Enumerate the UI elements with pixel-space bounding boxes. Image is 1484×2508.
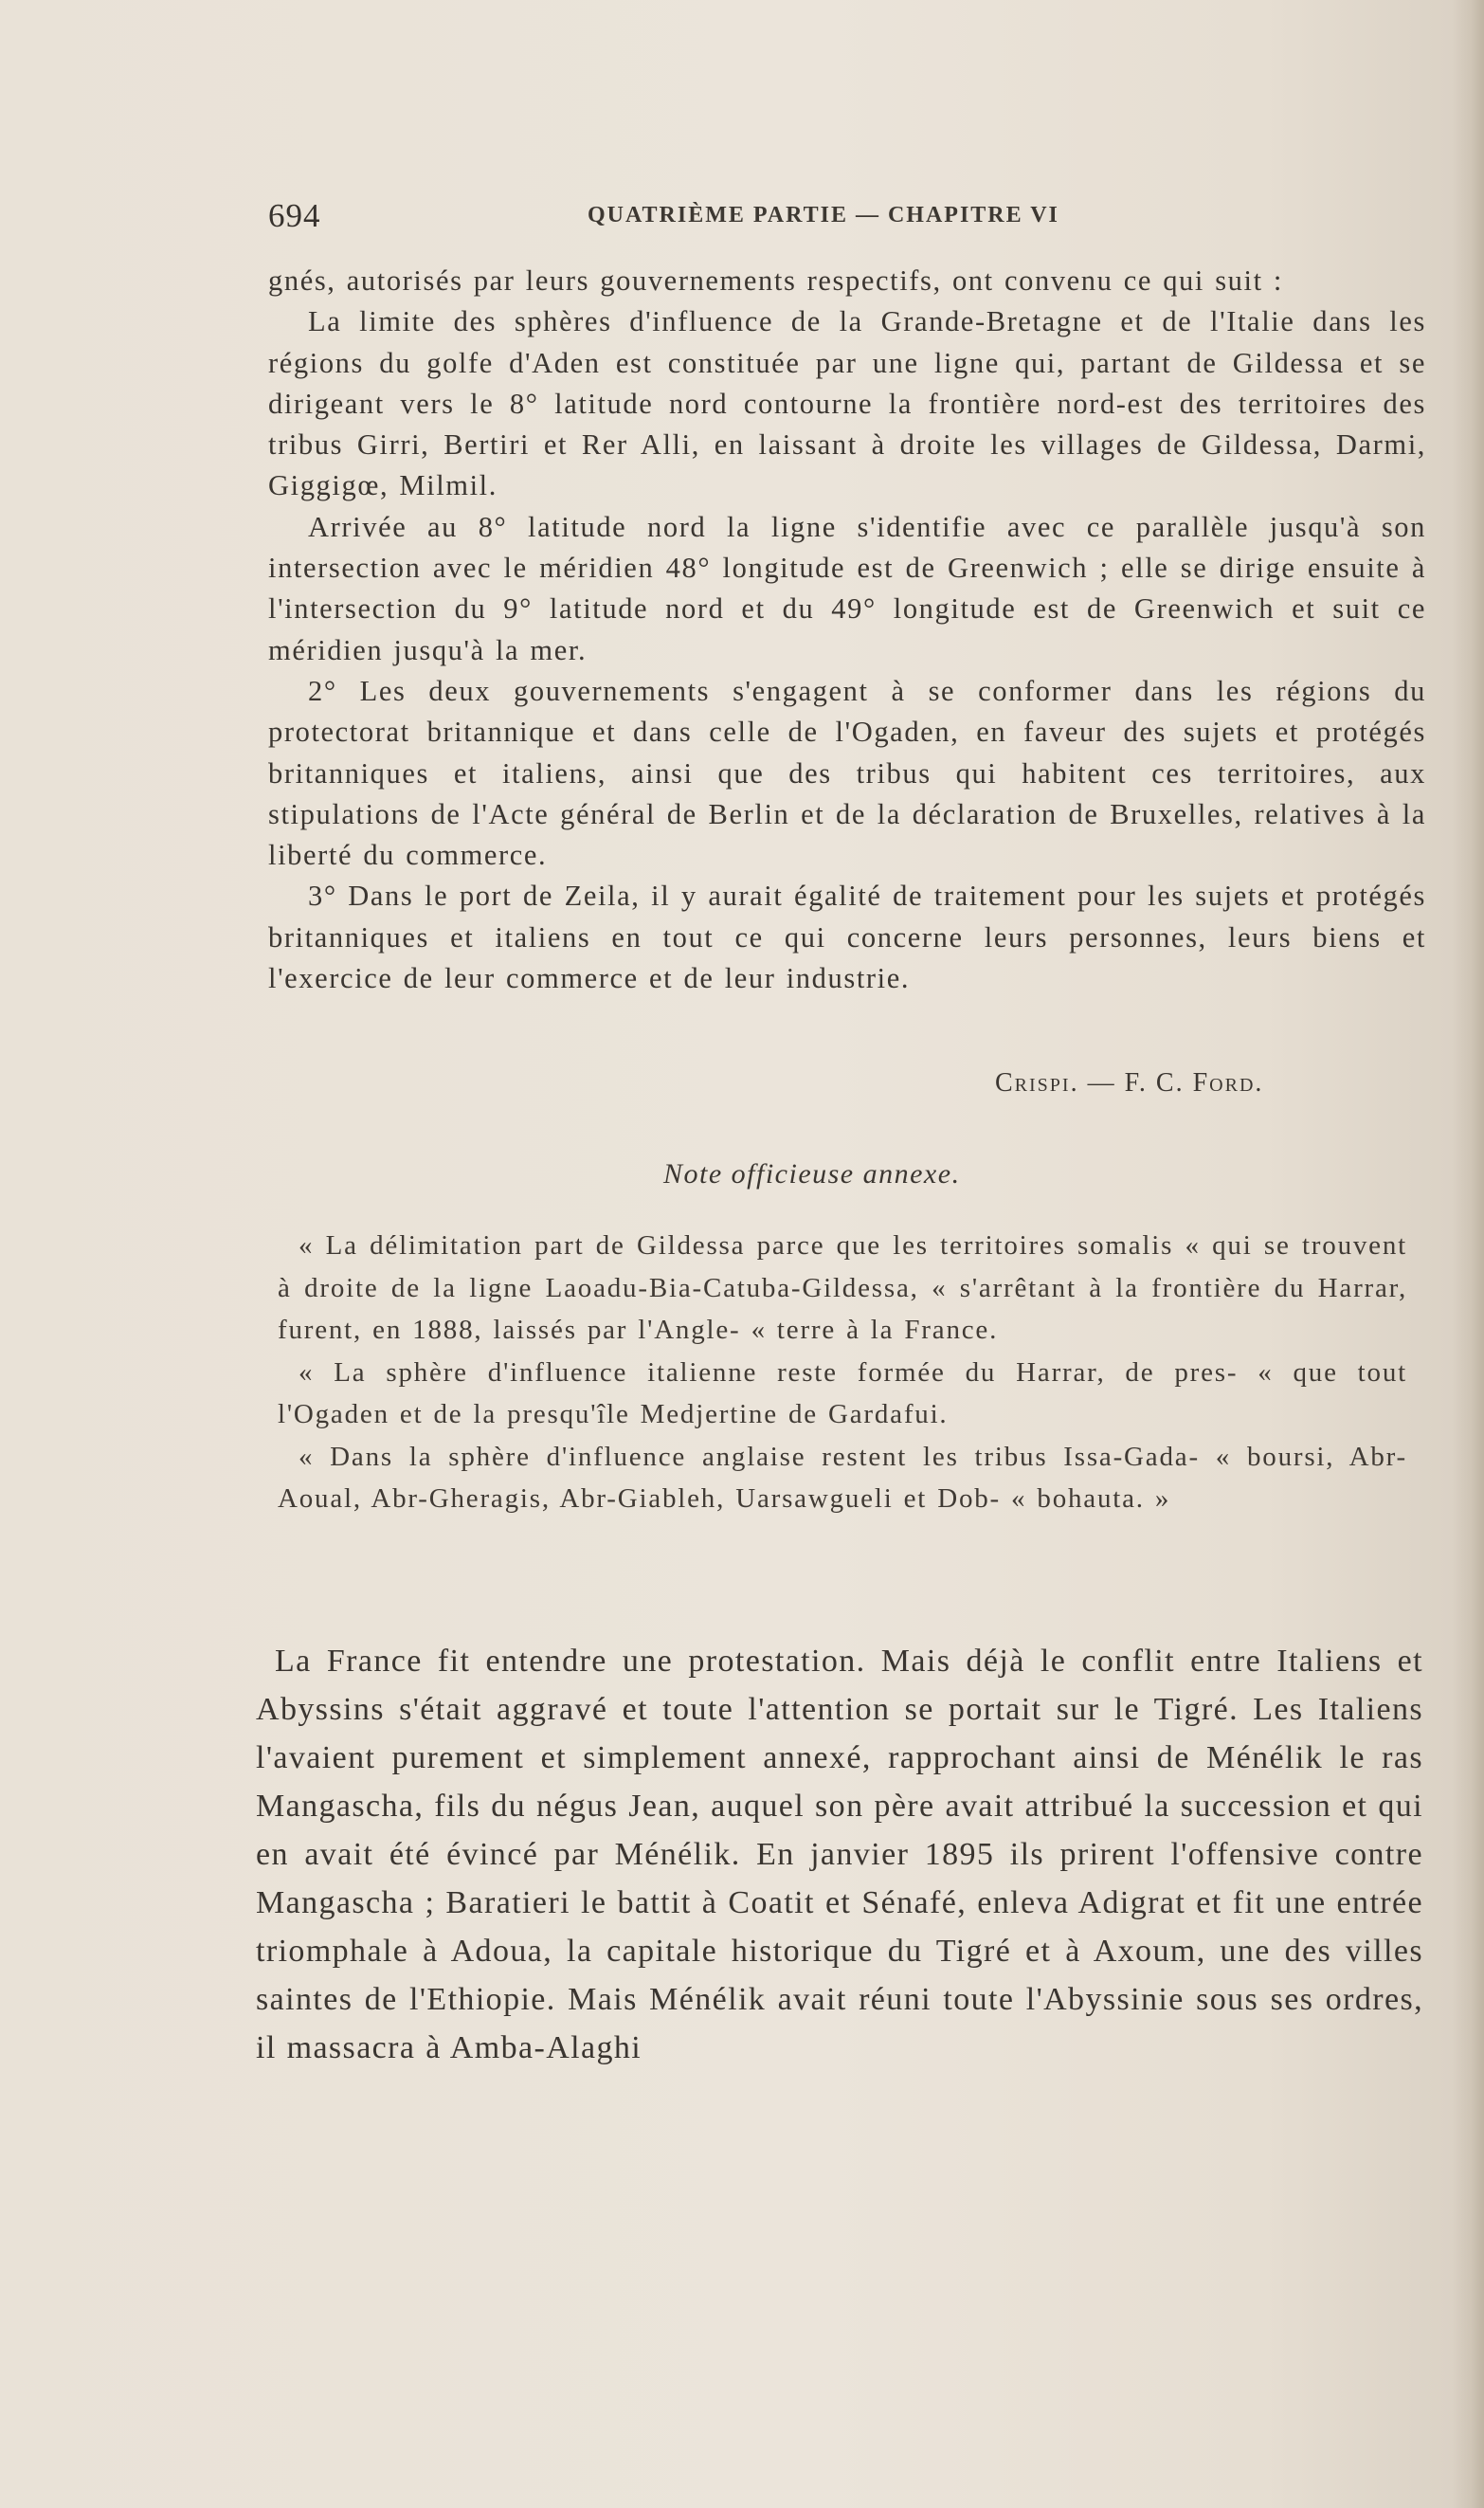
treaty-paragraph: Arrivée au 8° latitude nord la ligne s'identifie avec ce parallèle jusqu'à son intersection avec le méridien 48° longitude est de Greenwich ; elle se dirige ensuite à l'intersection du 9° latitude nord et du 49° longitude est de Greenwich et suit ce méridien jusqu'à la mer. [268, 510, 1426, 666]
treaty-paragraph: 3° Dans le port de Zeila, il y aurait égalité de traitement pour les sujets et protégés britanniques et italiens en tout ce qui concerne leurs personnes, leurs biens et l'exercice de leur commerce et de leur industrie. [268, 880, 1426, 995]
note-paragraph: « Dans la sphère d'influence anglaise restent les tribus Issa-Gada- « boursi, Abr-Aoual, Abr-Gheragis, Abr-Giableh, Uarsawgueli et Dob- « bohauta. » [278, 1441, 1407, 1514]
treaty-paragraph: La limite des sphères d'influence de la Grande-Bretagne et de l'Italie dans les régions du golfe d'Aden est constituée par une ligne qui, partant de Gildessa et se dirigeant vers le 8° latitude nord contourne la frontière nord-est des territoires des tribus Girri, Bertiri et Rer Alli, en laissant à droite les villages de Gildessa, Darmi, Giggigœ, Milmil. [268, 305, 1426, 502]
treaty-paragraph: gnés, autorisés par leurs gouvernements respectifs, ont convenu ce qui suit : [268, 264, 1283, 297]
note-paragraph: « La sphère d'influence italienne reste formée du Harrar, de pres- « que tout l'Ogaden et de la presqu'île Medjertine de Gardafui. [278, 1356, 1407, 1429]
main-paragraph: La France fit entendre une protestation. Mais déjà le conflit entre Italiens et Abyssins s'était aggravé et toute l'attention se portait sur le Tigré. Les Italiens l'avaient purement et simplement annexé, rapprochant ainsi de Ménélik le ras Mangascha, fils du négus Jean, auquel son père avait attribué la succession et qui en avait été évincé par Ménélik. En janvier 1895 ils prirent l'offensive contre Mangascha ; Baratieri le battit à Coatit et Sénafé, enleva Adigrat et fit une entrée triomphale à Adoua, la capitale historique du Tigré et à Axoum, une des villes saintes de l'Ethiopie. Mais Ménélik avait réuni toute l'Abyssinie sous ses ordres, il massacra à Amba-Alaghi [256, 1644, 1423, 2065]
treaty-text [268, 261, 1426, 999]
page-header [268, 197, 1149, 239]
running-title: QUATRIÈME PARTIE — CHAPITRE VI [588, 203, 1059, 227]
note-text [278, 1225, 1407, 1520]
note-paragraph: « La délimitation part de Gildessa parce que les territoires somalis « qui se trouvent à droite de la ligne Laoadu-Bia-Catuba-Gildessa, « s'arrêtant à la frontière du Harrar, furent, en 1888, laissés par l'Angle- « terre à la France. [278, 1230, 1407, 1345]
page-number: 694 [268, 197, 321, 234]
note-title: Note officieuse annexe. [663, 1158, 961, 1190]
treaty-paragraph: 2° Les deux gouvernements s'engagent à se conformer dans les régions du protectorat britannique et dans celle de l'Ogaden, en faveur des sujets et protégés britanniques et italiens, ainsi que des tribus qui habitent ces territoires, aux stipulations de l'Acte général de Berlin et de la déclaration de Bruxelles, relatives à la liberté du commerce. [268, 674, 1426, 872]
main-text [256, 1637, 1423, 2072]
page-gutter-shadow [1452, 0, 1484, 2508]
treaty-signature: Crispi. — F. C. Ford. [995, 1068, 1264, 1098]
